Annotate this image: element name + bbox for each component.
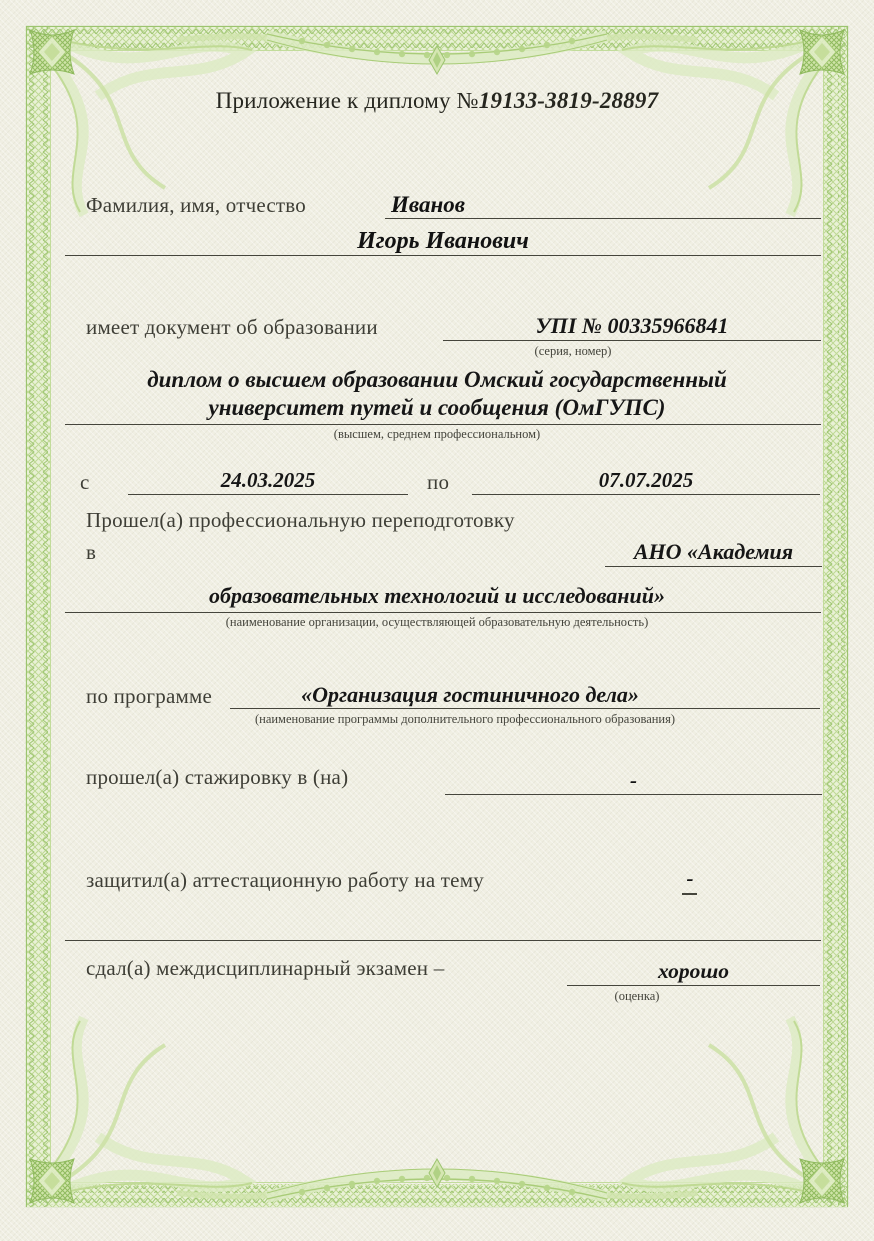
education-doc-value: УПI № 00335966841 bbox=[535, 313, 729, 338]
period-from-value: 24.03.2025 bbox=[220, 468, 316, 492]
name-field-given bbox=[65, 228, 821, 256]
period-from-label: с bbox=[80, 470, 90, 494]
title-prefix: Приложение к диплому № bbox=[215, 88, 479, 113]
diploma-type-value2: университет путей и сообщения (ОмГУПС) bbox=[208, 395, 666, 420]
program-value-wrap bbox=[230, 682, 710, 708]
education-doc-field bbox=[443, 313, 821, 341]
diploma-type-caption: (высшем, среднем профессиональном) bbox=[333, 427, 541, 441]
internship-label: прошел(а) стажировку в (на) bbox=[86, 765, 349, 789]
education-doc-label: имеет документ об образовании bbox=[86, 315, 378, 339]
exam-label: сдал(а) междисциплинарный экзамен – bbox=[86, 956, 445, 980]
diploma-number: 19133-3819-28897 bbox=[478, 88, 659, 113]
organization-line2 bbox=[0, 583, 874, 609]
diploma-type-line1 bbox=[0, 367, 874, 393]
organization-value-line2: образовательных технологий и исследований» bbox=[209, 583, 665, 608]
name-value-surname: Иванов bbox=[391, 192, 466, 217]
program-label: по программе bbox=[86, 684, 212, 708]
organization-value-line1: АНО «Академия bbox=[633, 539, 794, 564]
organization-caption: (наименование организации, осуществляющей образовательную деятельность) bbox=[225, 615, 649, 629]
name-value-given: Игорь Иванович bbox=[357, 228, 529, 254]
education-doc-caption: (серия, номер) bbox=[534, 344, 612, 358]
program-caption: (наименование программы дополнительного профессионального образования) bbox=[254, 712, 676, 726]
name-label: Фамилия, имя, отчество bbox=[86, 193, 306, 217]
diploma-type-line2 bbox=[0, 395, 874, 421]
page-title bbox=[0, 88, 874, 114]
retraining-in-label: в bbox=[86, 540, 97, 564]
exam-grade-caption: (оценка) bbox=[614, 989, 660, 1003]
thesis-value-wrap bbox=[676, 864, 704, 892]
name-field-surname bbox=[385, 191, 821, 219]
internship-field bbox=[445, 767, 822, 795]
organization-field-line1 bbox=[605, 539, 822, 567]
exam-grade-value: хорошо bbox=[657, 959, 730, 983]
thesis-value: - bbox=[686, 866, 694, 890]
thesis-underline bbox=[65, 940, 821, 941]
exam-grade-field bbox=[567, 958, 820, 986]
period-from-field bbox=[128, 467, 408, 495]
retraining-label: Прошел(а) профессиональную переподготовку bbox=[86, 508, 515, 532]
internship-value: - bbox=[630, 768, 637, 792]
thesis-dash-underline bbox=[682, 893, 697, 895]
organization-underline bbox=[65, 612, 821, 613]
period-to-field bbox=[472, 467, 820, 495]
period-to-value: 07.07.2025 bbox=[598, 468, 694, 492]
diploma-type-value1: диплом о высшем образовании Омский государственный bbox=[147, 367, 727, 392]
diploma-type-underline bbox=[65, 424, 821, 425]
thesis-label: защитил(а) аттестационную работу на тему bbox=[86, 868, 484, 892]
program-underline bbox=[230, 708, 820, 709]
period-to-label: по bbox=[427, 470, 450, 494]
program-value: «Организация гостиничного дела» bbox=[301, 682, 639, 707]
